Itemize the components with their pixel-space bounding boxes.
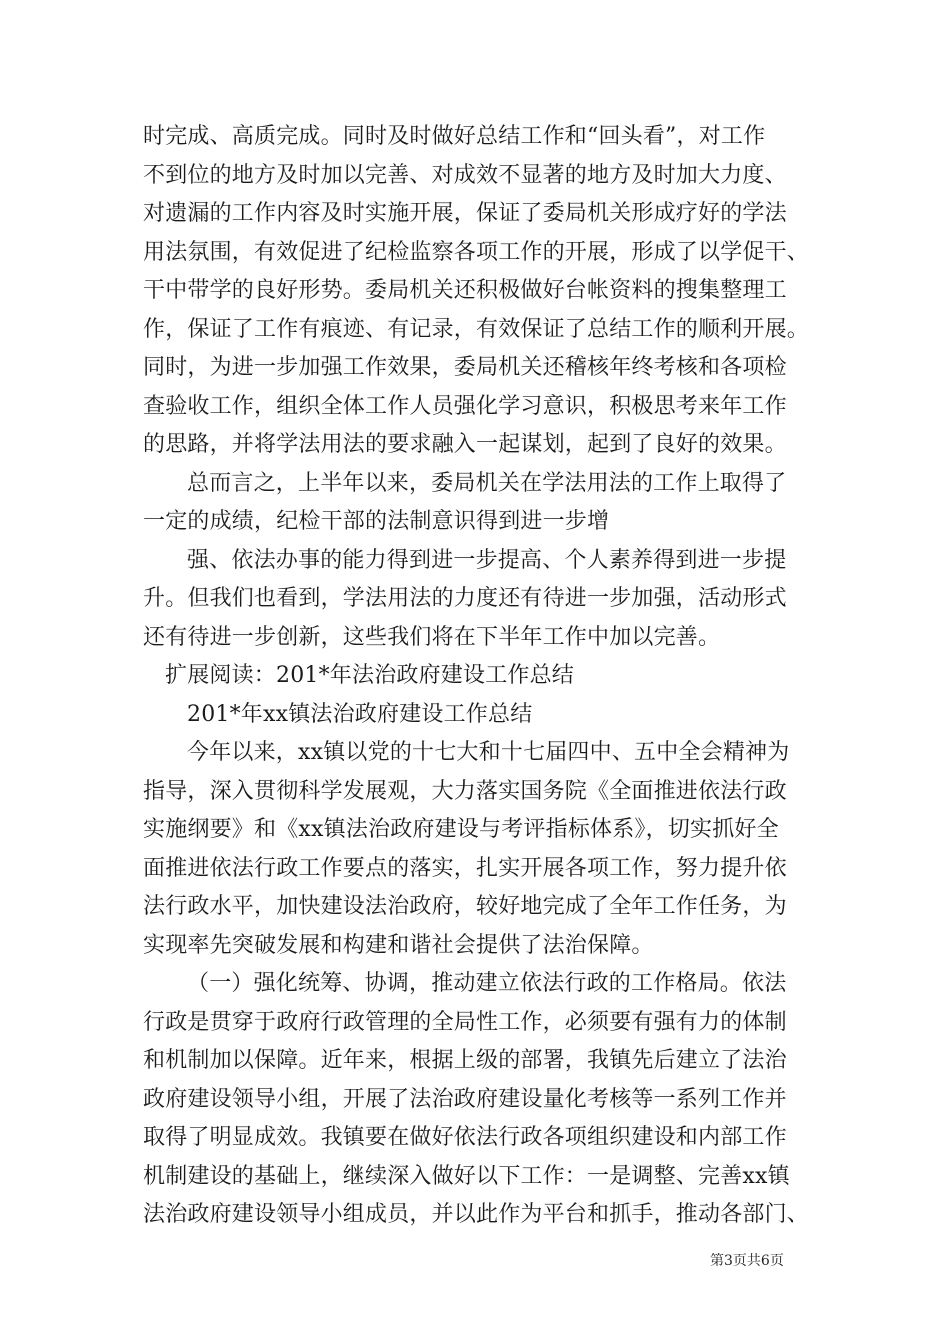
text-line: 还有待进一步创新，这些我们将在下半年工作中加以完善。 — [143, 624, 721, 650]
text-line: 取得了明显成效。我镇要在做好依法行政各项组织建设和内部工作 — [143, 1125, 787, 1150]
text-line: 的思路，并将学法用法的要求融入一起谋划，起到了良好的效果。 — [143, 432, 787, 457]
text-line: 用法氛围，有效促进了纪检监察各项工作的开展，形成了以学促干、 — [143, 239, 810, 265]
text-line: 指导，深入贯彻科学发展观，大力落实国务院《全面推进依法行政 — [143, 778, 787, 804]
text-line: 对遗漏的工作内容及时实施开展，保证了委局机关形成疗好的学法 — [143, 201, 787, 226]
text-line: 实施纲要》和《xx镇法治政府建设与考评指标体系》，切实抓好全 — [143, 817, 779, 842]
text-line: 法行政水平，加快建设法治政府，较好地完成了全年工作任务，为 — [143, 894, 787, 919]
paragraph-start-line: 总而言之，上半年以来，委局机关在学法用法的工作上取得了 — [187, 470, 787, 496]
text-line: 机制建设的基础上，继续深入做好以下工作：一是调整、完善xx镇 — [143, 1163, 790, 1189]
text-line: 作，保证了工作有痕迹、有记录，有效保证了总结工作的顺利开展。 — [143, 316, 810, 342]
text-line: 升。但我们也看到，学法用法的力度还有待进一步加强，活动形式 — [143, 586, 787, 611]
text-line: 同时，为进一步加强工作效果，委局机关还稽核年终考核和各项检 — [143, 355, 787, 380]
text-line: 干中带学的良好形势。委局机关还积极做好台帐资料的搜集整理工 — [143, 278, 787, 303]
paragraph-start-line: （一）强化统筹、协调，推动建立依法行政的工作格局。依法 — [187, 971, 787, 996]
text-line: 查验收工作，组织全体工作人员强化学习意识，积极思考来年工作 — [143, 393, 787, 419]
extended-reading-heading: 扩展阅读：201*年法治政府建设工作总结 — [165, 663, 574, 688]
document-body — [143, 118, 833, 1235]
text-line: 政府建设领导小组，开展了法治政府建设量化考核等一系列工作并 — [143, 1086, 787, 1112]
text-line: 面推进依法行政工作要点的落实，扎实开展各项工作，努力提升依 — [143, 855, 787, 881]
text-line: 行政是贯穿于政府行政管理的全局性工作，必须要有强有力的体制 — [143, 1009, 787, 1035]
text-line: 时完成、高质完成。同时及时做好总结工作和“回头看”，对工作 — [143, 124, 766, 149]
text-line: 和机制加以保障。近年来，根据上级的部署，我镇先后建立了法治 — [143, 1048, 787, 1073]
text-line: 不到位的地方及时加以完善、对成效不显著的地方及时加大力度、 — [143, 162, 787, 188]
text-line: 实现率先突破发展和构建和谐社会提供了法治保障。 — [143, 932, 654, 958]
paragraph-start-line: 今年以来，xx镇以党的十七大和十七届四中、五中全会精神为 — [187, 740, 790, 765]
section-title: 201*年xx镇法治政府建设工作总结 — [187, 701, 533, 727]
text-line: 法治政府建设领导小组成员，并以此作为平台和抓手，推动各部门、 — [143, 1202, 810, 1227]
page-number-footer: 第3页共6页 — [710, 1253, 784, 1269]
paragraph-start-line: 强、依法办事的能力得到进一步提高、个人素养得到进一步提 — [187, 547, 787, 573]
text-line: 一定的成绩，纪检干部的法制意识得到进一步增 — [143, 509, 610, 534]
